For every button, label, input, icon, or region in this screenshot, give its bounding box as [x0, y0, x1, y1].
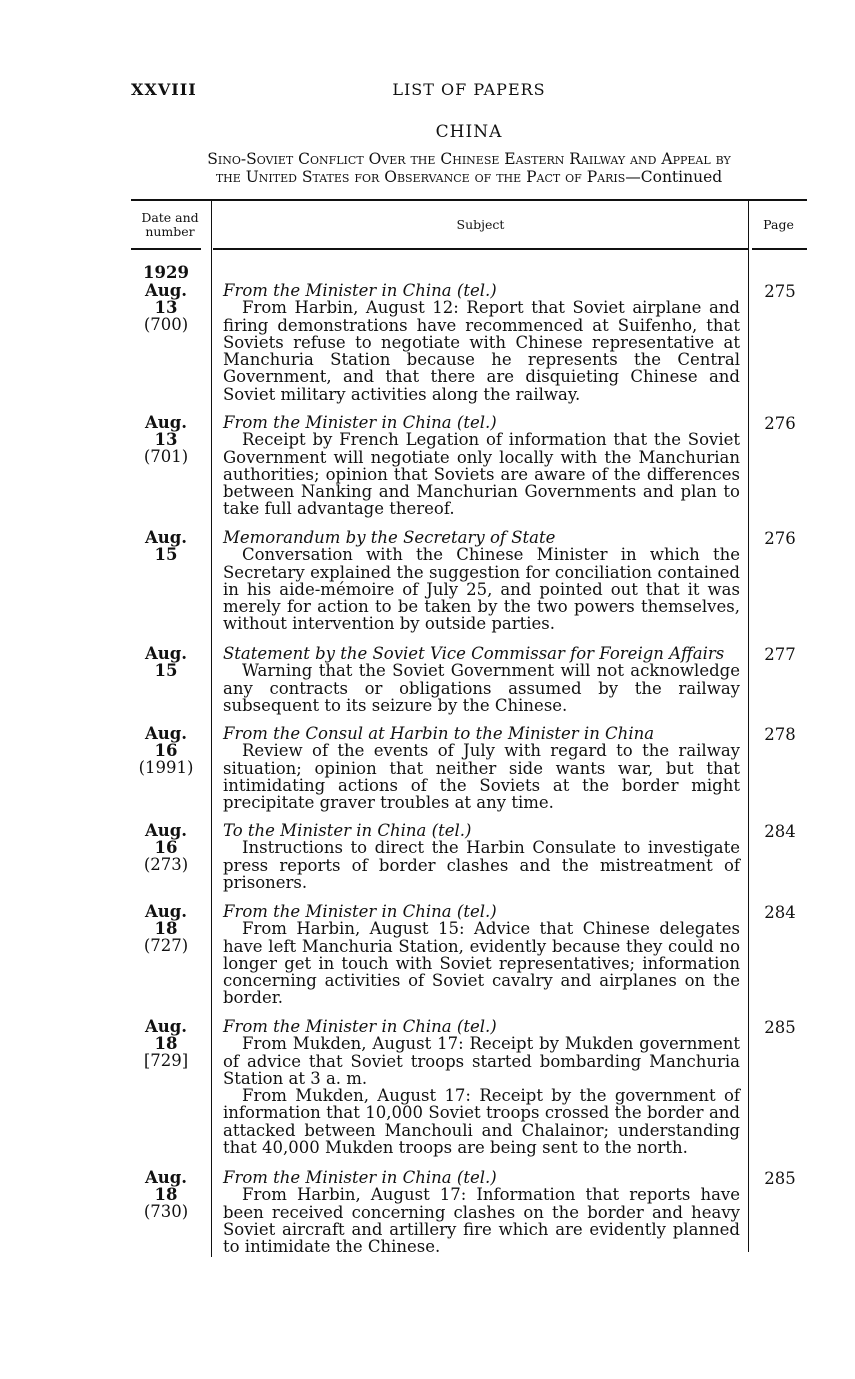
- entry-page: 278: [764, 725, 796, 744]
- entry-subject: [223, 529, 740, 633]
- entry-date: Aug. 18 [729]: [143, 1017, 189, 1070]
- entry-page: 277: [764, 645, 796, 664]
- year-label: [131, 264, 201, 281]
- column-header-date-line2: number: [145, 224, 195, 239]
- entry-date: Aug. 13 (700): [143, 281, 189, 334]
- entry-date: Aug. 15: [144, 528, 188, 564]
- entry-subject: [223, 1169, 740, 1255]
- column-header-subject: Subject: [456, 217, 505, 232]
- entry-paragraph: From Mukden, August 17: Receipt by Mukden government of advice that Soviet troops started bombarding Manchuria Station at 3 a. m.: [223, 1034, 740, 1088]
- subtitle-line-1: Sino-Soviet Conflict Over the Chinese Eastern Railway and Appeal by: [207, 150, 731, 168]
- entry-heading: To the Minister in China (tel.): [223, 821, 472, 840]
- entry-paragraph: Instructions to direct the Harbin Consulate to investigate press reports of border clashes and the mistreatment of prisoners.: [223, 838, 740, 892]
- header-bottom-rule-date: [131, 248, 201, 250]
- column-header-page: Page: [763, 217, 794, 232]
- entry-subject: [223, 282, 740, 403]
- entry-subject: [223, 725, 740, 811]
- entry-paragraph: From Harbin, August 17: Information that reports have been received concerning clashes on the border and heavy Soviet aircraft and artillery fire which are evidently planned to intimidate the Chinese.: [223, 1185, 740, 1257]
- entry-date: Aug. 16 (1991): [138, 724, 194, 777]
- running-title: LIST OF PAPERS: [392, 80, 546, 99]
- entry-page: 285: [764, 1018, 796, 1037]
- header-bottom-rule-page: [752, 248, 807, 250]
- entry-page: 284: [764, 822, 796, 841]
- entry-page: 276: [764, 529, 796, 548]
- entry-heading: From the Minister in China (tel.): [223, 1017, 497, 1036]
- entry-paragraph: Conversation with the Chinese Minister in which the Secretary explained the suggestion for conciliation contained in his aide-mémoire of July 25, and pointed out that it was merely for action to be taken by the two powers themselves, without intervention by outside parties.: [223, 545, 740, 634]
- entry-heading: From the Minister in China (tel.): [223, 902, 497, 921]
- entry-heading: From the Consul at Harbin to the Minister in China: [223, 724, 655, 743]
- entry-subject: [223, 903, 740, 1007]
- entry-page: 276: [764, 414, 796, 433]
- entry-date: Aug. 16 (273): [143, 821, 189, 874]
- entry-page: 285: [764, 1169, 796, 1188]
- header-bottom-rule-subject: [213, 248, 748, 250]
- entry-subject: [223, 414, 740, 518]
- column-header-date-line1: Date and: [141, 210, 199, 225]
- entry-date: Aug. 18 (730): [143, 1168, 189, 1221]
- entry-page: 275: [764, 282, 796, 301]
- page-header: [131, 80, 807, 104]
- column-divider-right: [748, 200, 749, 1252]
- subtitle-line-2-text: the United States for Observance of the Pact of Paris: [215, 168, 626, 186]
- page-number: XXVIII: [131, 80, 197, 99]
- entry-paragraph: From Mukden, August 17: Receipt by the government of information that 10,000 Soviet troops crossed the border and attacked between Manchouli and Chalainor; understanding that 40,000 Mukden troops are being sent to the north.: [223, 1086, 740, 1158]
- entry-subject: [223, 822, 740, 891]
- entry-paragraph: Receipt by French Legation of information that the Soviet Government will negotiate only locally with the Manchurian authorities; opinion that Soviets are aware of the differences between Nanking and Manchurian Governments and plan to take full advantage thereof.: [223, 430, 740, 519]
- year-text: 1929: [143, 263, 189, 282]
- table-top-rule: [131, 199, 807, 201]
- entry-page: 284: [764, 903, 796, 922]
- entry-paragraph: From Harbin, August 12: Report that Soviet airplane and firing demonstrations have recommenced at Suifenho, that Soviets refuse to negotiate with Chinese representative at Manchuria Station because he represents the Central Government, and that there are disquieting Chinese and Soviet military activities along the railway.: [223, 298, 740, 404]
- section-title: CHINA: [435, 122, 503, 142]
- entry-date: Aug. 15: [144, 644, 188, 680]
- section-subtitle: [131, 150, 807, 186]
- subtitle-continued: —Continued: [625, 168, 723, 186]
- entry-heading: Statement by the Soviet Vice Commissar for Foreign Affairs: [223, 644, 725, 663]
- column-header-date: [131, 211, 209, 239]
- entry-paragraph: From Harbin, August 15: Advice that Chinese delegates have left Manchuria Station, evidently because they could no longer get in touch with Soviet representatives; information concerning activities of Soviet cavalry and airplanes on the border.: [223, 919, 740, 1008]
- entry-paragraph: Warning that the Soviet Government will not acknowledge any contracts or obligations assumed by the railway subsequent to its seizure by the Chinese.: [223, 661, 740, 715]
- entry-subject: [223, 1018, 740, 1156]
- entry-heading: From the Minister in China (tel.): [223, 281, 497, 300]
- column-divider-left: [211, 200, 212, 1257]
- entry-paragraph: Review of the events of July with regard to the railway situation; opinion that neither side wants war, but that intimidating actions of the Soviets at the border might precipitate graver troubles at any time.: [223, 741, 740, 813]
- entry-heading: Memorandum by the Secretary of State: [223, 528, 556, 547]
- entry-date: Aug. 18 (727): [143, 902, 189, 955]
- entry-date: Aug. 13 (701): [143, 413, 189, 466]
- subtitle-line-2: [131, 168, 807, 186]
- entry-subject: [223, 645, 740, 714]
- entry-heading: From the Minister in China (tel.): [223, 413, 497, 432]
- entry-heading: From the Minister in China (tel.): [223, 1168, 497, 1187]
